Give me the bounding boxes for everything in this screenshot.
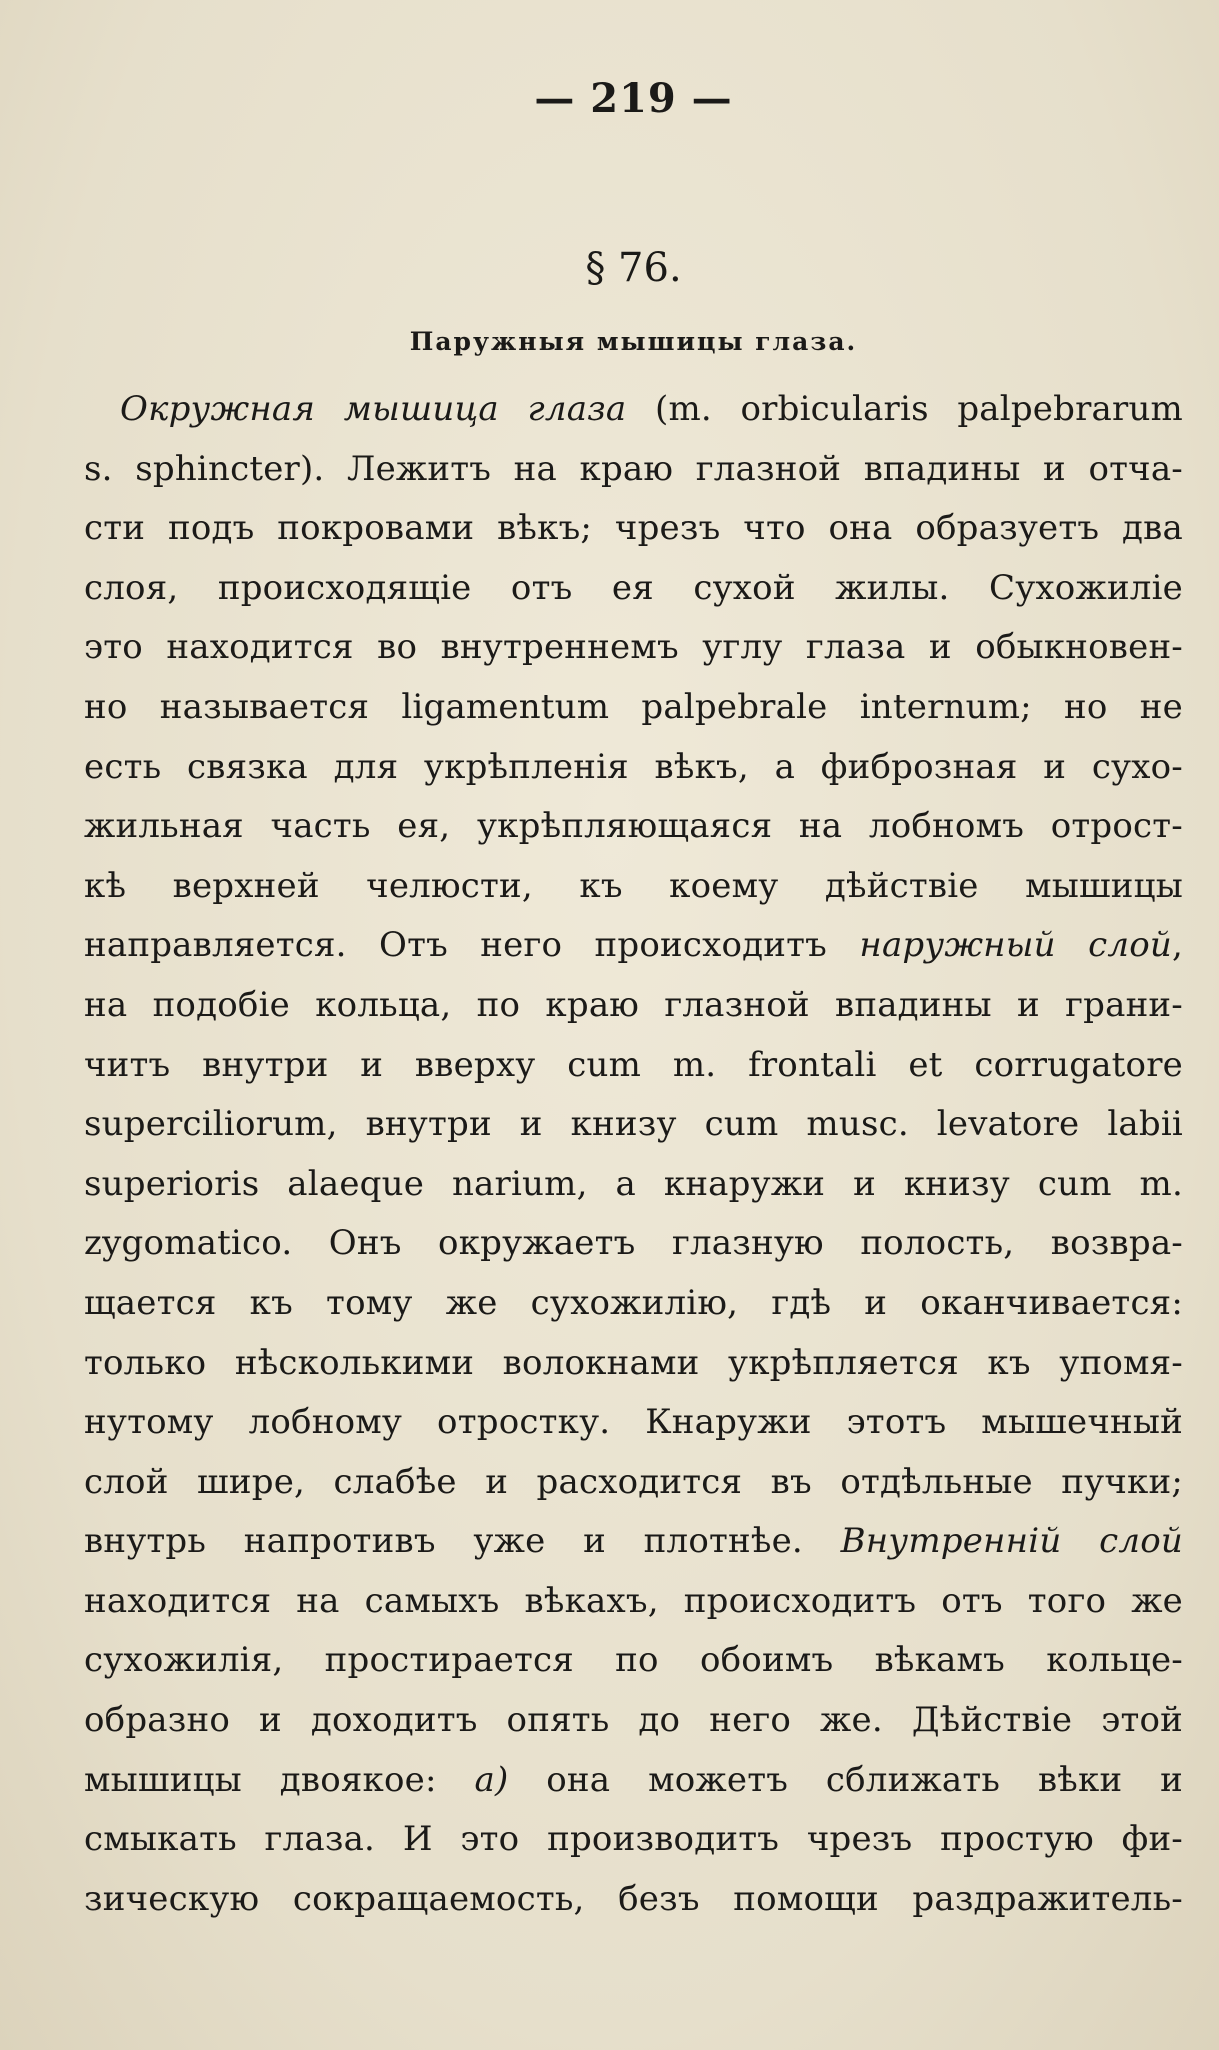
text-segment: читъ внутри и вверху cum m. frontali et corrugatore <box>84 1044 1183 1085</box>
text-line <box>84 857 1183 917</box>
text-line <box>84 1036 1183 1096</box>
body-text <box>84 380 1183 1929</box>
italic-term: наружный слой <box>859 925 1172 966</box>
page-number: — 219 — <box>534 75 733 122</box>
text-line <box>84 1572 1183 1632</box>
text-line <box>84 976 1183 1036</box>
text-line <box>84 1453 1183 1513</box>
text-line <box>84 678 1183 738</box>
text-line <box>84 738 1183 798</box>
text-line <box>84 380 1183 440</box>
text-segment: мышицы двоякое: <box>84 1759 475 1800</box>
text-line <box>84 618 1183 678</box>
text-segment: на подобіе кольца, по краю глазной впадины и грани- <box>84 984 1183 1025</box>
text-segment: сухожилія, простирается по обоимъ вѣкамъ кольце- <box>84 1640 1183 1681</box>
text-line <box>84 1631 1183 1691</box>
text-segment: она можетъ сближать вѣки и <box>508 1759 1183 1800</box>
text-segment: жильная часть ея, укрѣпляющаяся на лобномъ отрост- <box>84 806 1183 847</box>
text-segment: щается къ тому же сухожилію, гдѣ и оканчивается: <box>84 1282 1183 1323</box>
text-line <box>84 1155 1183 1215</box>
text-segment: zygomatico. Онъ окружаетъ глазную полость, возвра- <box>84 1223 1183 1264</box>
text-segment: но называется ligamentum palpebrale internum; но не <box>84 686 1183 727</box>
text-segment: кѣ верхней челюсти, къ коему дѣйствіе мышицы <box>84 865 1183 906</box>
section-number: § 76. <box>585 245 682 291</box>
text-segment: , <box>1171 925 1183 966</box>
text-segment: superciliorum, внутри и книзу cum musc. levatore labii <box>84 1104 1183 1145</box>
text-line <box>84 1214 1183 1274</box>
italic-term: a) <box>474 1759 509 1800</box>
text-line <box>84 1274 1183 1334</box>
text-segment: внутрь напротивъ уже и плотнѣе. <box>84 1521 841 1562</box>
text-line <box>84 1691 1183 1751</box>
text-line <box>84 1095 1183 1155</box>
italic-term: Внутренній слой <box>840 1521 1183 1562</box>
text-line <box>84 440 1183 500</box>
text-line <box>84 916 1183 976</box>
text-segment: только нѣсколькими волокнами укрѣпляется къ упомя- <box>84 1342 1183 1383</box>
text-line <box>84 1751 1183 1811</box>
text-segment: сти подъ покровами вѣкъ; чрезъ что она образуетъ два <box>84 508 1183 549</box>
text-segment: s. sphincter). Лежитъ на краю глазной впадины и отча- <box>84 448 1183 489</box>
text-segment: зическую сокращаемость, безъ помощи раздражитель- <box>84 1878 1183 1919</box>
text-segment: нутому лобному отростку. Кнаружи этотъ мышечный <box>84 1402 1183 1443</box>
text-line <box>84 1393 1183 1453</box>
text-line <box>84 1334 1183 1394</box>
section-title: Паружныя мышицы глаза. <box>409 327 858 356</box>
text-line <box>84 499 1183 559</box>
text-segment: это находится во внутреннемъ углу глаза и обыкновен- <box>84 627 1183 668</box>
text-segment: смыкать глаза. И это производитъ чрезъ простую фи- <box>84 1819 1183 1860</box>
text-segment: образно и доходитъ опять до него же. Дѣйствіе этой <box>84 1700 1183 1741</box>
text-segment: слоя, происходящіе отъ ея сухой жилы. Сухожиліе <box>84 567 1183 608</box>
text-line <box>84 797 1183 857</box>
text-segment: superioris alaeque narium, а кнаружи и книзу cum m. <box>84 1163 1183 1204</box>
italic-term: Окружная мышица глаза <box>120 389 627 429</box>
text-line <box>84 559 1183 619</box>
text-segment: направляется. Отъ него происходитъ <box>84 925 860 966</box>
text-line <box>84 1512 1183 1572</box>
text-line <box>84 1810 1183 1870</box>
text-segment: (m. orbicularis palpebrarum <box>626 389 1183 429</box>
text-segment: находится на самыхъ вѣкахъ, происходитъ отъ того же <box>84 1580 1183 1621</box>
text-segment: есть связка для укрѣпленія вѣкъ, а фиброзная и сухо- <box>84 746 1183 787</box>
text-segment: слой шире, слабѣе и расходится въ отдѣльные пучки; <box>84 1461 1183 1502</box>
text-line <box>84 1870 1183 1930</box>
